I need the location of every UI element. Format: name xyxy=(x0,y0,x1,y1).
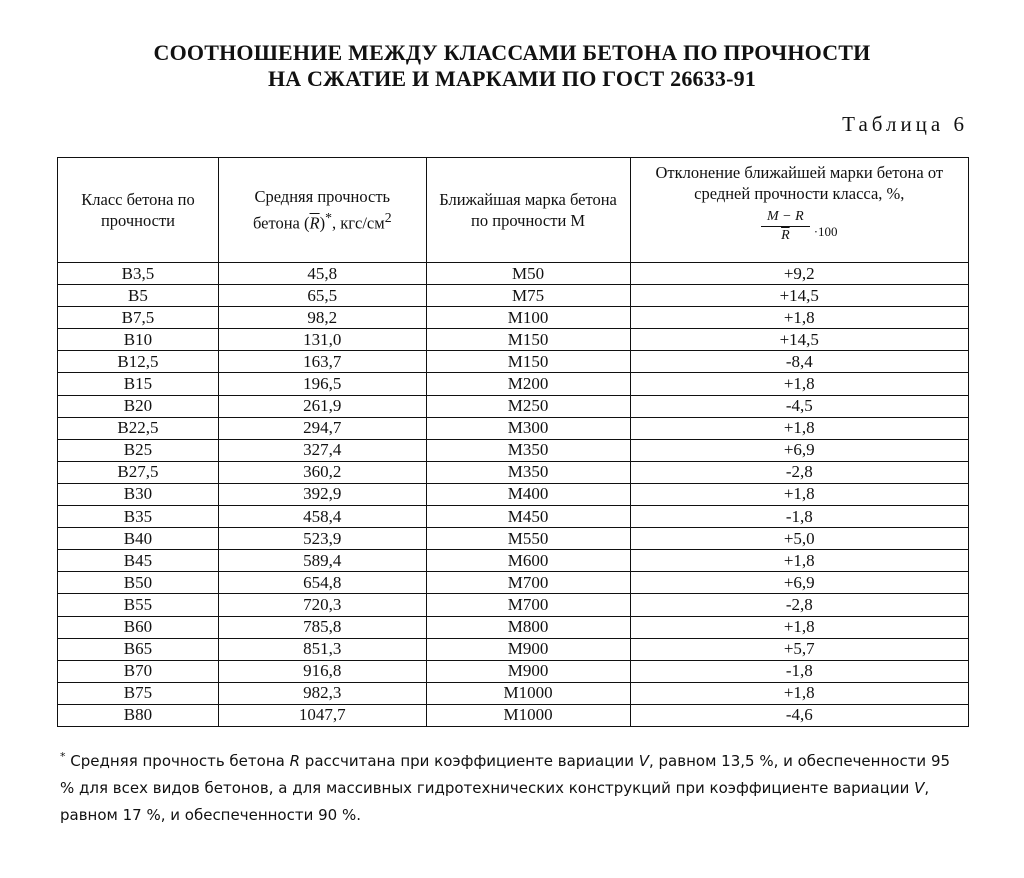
cell-concrete-class: B70 xyxy=(58,660,219,682)
cell-deviation: +9,2 xyxy=(630,263,968,285)
cell-deviation: +5,0 xyxy=(630,528,968,550)
cell-nearest-mark: M900 xyxy=(426,638,630,660)
cell-average-strength: 45,8 xyxy=(218,263,426,285)
cell-concrete-class: B5 xyxy=(58,285,219,307)
cell-deviation: +1,8 xyxy=(630,550,968,572)
document-title xyxy=(0,40,1024,92)
formula-denominator: R xyxy=(781,228,790,243)
footnote-v-symbol-2: V xyxy=(914,779,925,797)
cell-average-strength: 982,3 xyxy=(218,682,426,704)
cell-concrete-class: B10 xyxy=(58,329,219,351)
table-row xyxy=(58,594,969,616)
cell-average-strength: 163,7 xyxy=(218,351,426,373)
header-avg-unit-sup: 2 xyxy=(384,210,392,226)
deviation-formula xyxy=(761,209,838,244)
cell-concrete-class: B60 xyxy=(58,616,219,638)
table-header-row xyxy=(58,158,969,263)
cell-nearest-mark: M1000 xyxy=(426,682,630,704)
table-row xyxy=(58,638,969,660)
cell-nearest-mark: M400 xyxy=(426,483,630,505)
formula-fraction xyxy=(761,209,810,244)
footnote-text-1: Средняя прочность бетона xyxy=(65,752,290,770)
cell-deviation: +1,8 xyxy=(630,616,968,638)
header-deviation xyxy=(630,158,968,263)
table-row xyxy=(58,483,969,505)
cell-nearest-mark: M550 xyxy=(426,528,630,550)
title-line-2: НА СЖАТИЕ И МАРКАМИ ПО ГОСТ 26633-91 xyxy=(267,66,757,91)
cell-average-strength: 916,8 xyxy=(218,660,426,682)
header-nearest-mark-text: Ближайшая марка бетона по прочности М xyxy=(439,190,617,230)
cell-average-strength: 392,9 xyxy=(218,483,426,505)
cell-concrete-class: B27,5 xyxy=(58,461,219,483)
cell-concrete-class: B12,5 xyxy=(58,351,219,373)
header-avg-r-symbol: $\overline{R}$ xyxy=(309,213,320,233)
table-row xyxy=(58,307,969,329)
cell-deviation: -2,8 xyxy=(630,594,968,616)
header-average-strength xyxy=(218,158,426,263)
cell-average-strength: 65,5 xyxy=(218,285,426,307)
header-deviation-text: Отклонение ближайшей марки бетона от средней прочности класса, %, xyxy=(655,163,944,203)
cell-concrete-class: B65 xyxy=(58,638,219,660)
cell-nearest-mark: M800 xyxy=(426,616,630,638)
table-row xyxy=(58,616,969,638)
header-average-strength-line1: Средняя прочность xyxy=(254,187,391,207)
cell-nearest-mark: M75 xyxy=(426,285,630,307)
table-row xyxy=(58,395,969,417)
table-body xyxy=(58,263,969,727)
cell-nearest-mark: M250 xyxy=(426,395,630,417)
cell-concrete-class: B45 xyxy=(58,550,219,572)
cell-average-strength: 458,4 xyxy=(218,506,426,528)
concrete-class-table xyxy=(57,157,969,727)
cell-concrete-class: B75 xyxy=(58,682,219,704)
cell-concrete-class: B3,5 xyxy=(58,263,219,285)
header-avg-post: ) xyxy=(319,213,326,233)
cell-deviation: +1,8 xyxy=(630,483,968,505)
cell-average-strength: 360,2 xyxy=(218,461,426,483)
header-nearest-mark xyxy=(426,158,630,263)
table-row xyxy=(58,351,969,373)
cell-deviation: +1,8 xyxy=(630,307,968,329)
footnote-r-symbol: R xyxy=(289,752,301,770)
cell-concrete-class: B50 xyxy=(58,572,219,594)
cell-average-strength: 196,5 xyxy=(218,373,426,395)
cell-average-strength: 720,3 xyxy=(218,594,426,616)
cell-nearest-mark: M350 xyxy=(426,461,630,483)
cell-average-strength: 261,9 xyxy=(218,395,426,417)
cell-deviation: -4,5 xyxy=(630,395,968,417)
title-line-1: СООТНОШЕНИЕ МЕЖДУ КЛАССАМИ БЕТОНА ПО ПРОЧНОСТИ xyxy=(153,40,871,65)
cell-deviation: -4,6 xyxy=(630,704,968,726)
footnote xyxy=(60,748,960,829)
cell-concrete-class: B40 xyxy=(58,528,219,550)
cell-deviation: +1,8 xyxy=(630,682,968,704)
table-row xyxy=(58,285,969,307)
cell-deviation: +1,8 xyxy=(630,373,968,395)
cell-deviation: -1,8 xyxy=(630,506,968,528)
header-avg-pre: бетона ( xyxy=(252,213,310,233)
formula-multiplier: ·100 xyxy=(813,224,838,239)
cell-average-strength: 654,8 xyxy=(218,572,426,594)
cell-concrete-class: B25 xyxy=(58,439,219,461)
cell-deviation: +14,5 xyxy=(630,285,968,307)
cell-concrete-class: B20 xyxy=(58,395,219,417)
table-row xyxy=(58,263,969,285)
cell-deviation: +14,5 xyxy=(630,329,968,351)
header-concrete-class xyxy=(58,158,219,263)
table-row xyxy=(58,660,969,682)
footnote-text-4: , равном 17 %, и обеспеченности 90 %. xyxy=(60,779,930,824)
cell-deviation: -1,8 xyxy=(630,660,968,682)
header-average-strength-line2 xyxy=(219,207,426,234)
cell-concrete-class: B35 xyxy=(58,506,219,528)
cell-nearest-mark: M300 xyxy=(426,417,630,439)
table-row xyxy=(58,329,969,351)
cell-deviation: -8,4 xyxy=(630,351,968,373)
table-row xyxy=(58,506,969,528)
cell-concrete-class: B55 xyxy=(58,594,219,616)
cell-average-strength: 98,2 xyxy=(218,307,426,329)
cell-concrete-class: B22,5 xyxy=(58,417,219,439)
table-row xyxy=(58,704,969,726)
cell-nearest-mark: M900 xyxy=(426,660,630,682)
header-avg-unit: , кгс/см xyxy=(331,213,385,233)
cell-nearest-mark: M200 xyxy=(426,373,630,395)
cell-nearest-mark: M700 xyxy=(426,594,630,616)
cell-deviation: +6,9 xyxy=(630,572,968,594)
cell-average-strength: 131,0 xyxy=(218,329,426,351)
cell-nearest-mark: M150 xyxy=(426,329,630,351)
cell-average-strength: 327,4 xyxy=(218,439,426,461)
footnote-text-2: рассчитана при коэффициенте вариации xyxy=(300,752,639,770)
table-row xyxy=(58,528,969,550)
cell-deviation: +5,7 xyxy=(630,638,968,660)
footnote-v-symbol-1: V xyxy=(638,752,649,770)
table-row xyxy=(58,550,969,572)
formula-numerator: M − R xyxy=(761,209,810,227)
cell-concrete-class: B30 xyxy=(58,483,219,505)
cell-concrete-class: B80 xyxy=(58,704,219,726)
cell-average-strength: 1047,7 xyxy=(218,704,426,726)
table-number-label: Таблица 6 xyxy=(842,112,968,136)
cell-nearest-mark: M450 xyxy=(426,506,630,528)
table-row xyxy=(58,417,969,439)
cell-nearest-mark: M50 xyxy=(426,263,630,285)
cell-average-strength: 785,8 xyxy=(218,616,426,638)
cell-deviation: +1,8 xyxy=(630,417,968,439)
table-row xyxy=(58,439,969,461)
cell-average-strength: 294,7 xyxy=(218,417,426,439)
cell-average-strength: 851,3 xyxy=(218,638,426,660)
cell-average-strength: 589,4 xyxy=(218,550,426,572)
cell-nearest-mark: M100 xyxy=(426,307,630,329)
footnote-star: * xyxy=(60,750,66,763)
table-row xyxy=(58,572,969,594)
cell-deviation: -2,8 xyxy=(630,461,968,483)
cell-average-strength: 523,9 xyxy=(218,528,426,550)
cell-nearest-mark: M350 xyxy=(426,439,630,461)
cell-deviation: +6,9 xyxy=(630,439,968,461)
cell-concrete-class: B7,5 xyxy=(58,307,219,329)
table-row xyxy=(58,682,969,704)
cell-nearest-mark: M150 xyxy=(426,351,630,373)
cell-concrete-class: B15 xyxy=(58,373,219,395)
cell-nearest-mark: M1000 xyxy=(426,704,630,726)
footnote-text-3: , равном 13,5 %, и обеспеченности 95 % для всех видов бетонов, а для массивных гидротехнических конструкций при коэффициенте вариации xyxy=(60,752,951,797)
cell-nearest-mark: M700 xyxy=(426,572,630,594)
header-concrete-class-text: Класс бетона по прочности xyxy=(81,190,195,230)
table-row xyxy=(58,461,969,483)
cell-nearest-mark: M600 xyxy=(426,550,630,572)
header-avg-star: * xyxy=(325,210,332,226)
table-row xyxy=(58,373,969,395)
